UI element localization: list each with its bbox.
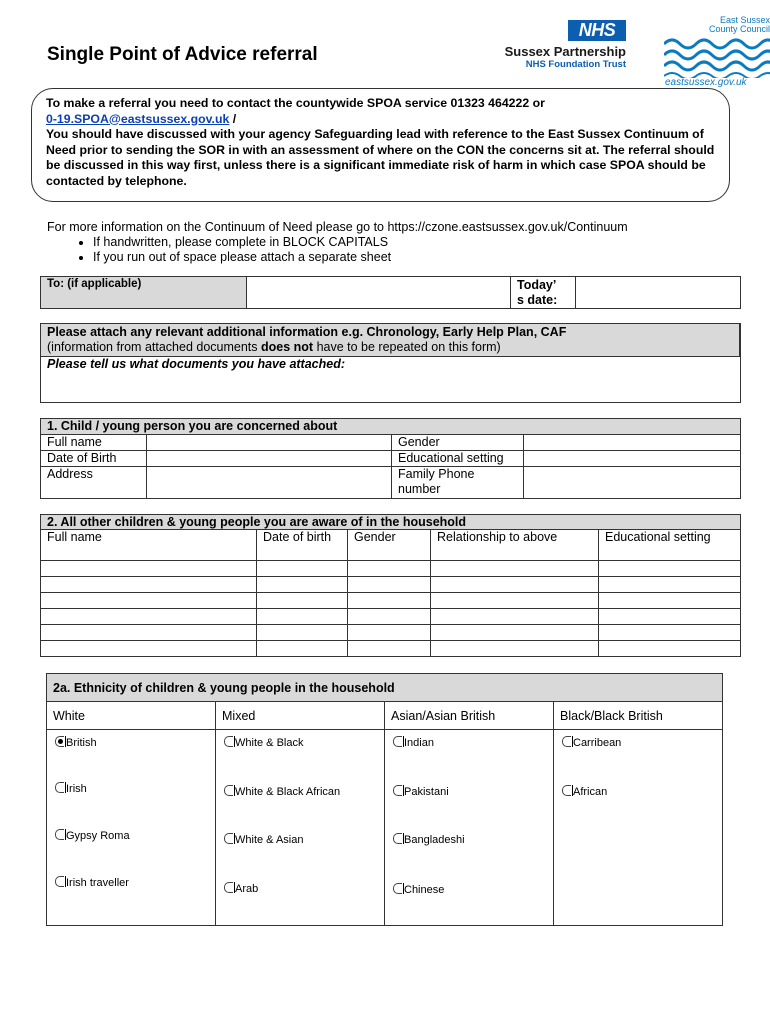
phone-input[interactable]: [524, 467, 741, 499]
cell[interactable]: [431, 577, 599, 593]
option-label: African: [573, 786, 608, 798]
section2-heading: 2. All other children & young people you are aware of in the household: [41, 515, 741, 530]
nhs-logo: NHS: [568, 20, 626, 41]
radio-option[interactable]: [224, 882, 258, 895]
option-label: White & Black: [235, 737, 304, 749]
radio-option[interactable]: [224, 833, 303, 846]
option-label: Bangladeshi: [404, 834, 465, 846]
option-label: Indian: [404, 737, 434, 749]
cell[interactable]: [348, 593, 431, 609]
table-row: [41, 561, 741, 577]
attach-sub-post: have to be repeated on this form): [313, 340, 501, 354]
esx-url: eastsussex.gov.uk: [665, 77, 747, 88]
phone-label: [392, 467, 524, 499]
radio-option[interactable]: [55, 829, 130, 842]
callout-line1: To make a referral you need to contact the countywide SPOA service 01323 464222 or: [46, 96, 545, 110]
radio-icon[interactable]: [393, 833, 402, 844]
spoa-email-link[interactable]: 0-19.SPOA@eastsussex.gov.uk: [46, 111, 230, 126]
cell[interactable]: [348, 577, 431, 593]
east-sussex-logo: [660, 16, 770, 88]
edu-input[interactable]: [524, 451, 741, 467]
radio-icon[interactable]: [224, 882, 233, 893]
cell[interactable]: [599, 625, 741, 641]
cell[interactable]: [431, 593, 599, 609]
option-label: Chinese: [404, 884, 445, 896]
cell[interactable]: [257, 625, 348, 641]
cell[interactable]: [41, 625, 257, 641]
cell[interactable]: [257, 561, 348, 577]
col-relationship: Relationship to above: [431, 530, 599, 561]
radio-icon[interactable]: [224, 785, 233, 796]
cell[interactable]: [41, 593, 257, 609]
radio-option[interactable]: [55, 782, 87, 795]
info-bullets: [47, 235, 747, 265]
radio-option[interactable]: [562, 736, 621, 749]
radio-option[interactable]: [393, 785, 449, 798]
radio-option[interactable]: [55, 876, 129, 889]
radio-icon[interactable]: [562, 785, 571, 796]
option-label: White & Black African: [235, 786, 341, 798]
radio-option[interactable]: [393, 833, 465, 846]
attach-prompt: Please tell us what documents you have attached:: [47, 357, 346, 371]
col-gender: Gender: [348, 530, 431, 561]
radio-option[interactable]: [224, 736, 303, 749]
white-options: [47, 730, 216, 926]
info-bullet: • If you run out of space please attach a separate sheet: [93, 250, 747, 265]
section2a-table: [46, 673, 723, 926]
esx-name: [709, 16, 770, 34]
section2a-heading: 2a. Ethnicity of children & young people in the household: [47, 674, 723, 702]
table-row: [41, 609, 741, 625]
cell[interactable]: [431, 561, 599, 577]
address-label: Address: [41, 467, 147, 499]
cell[interactable]: [41, 561, 257, 577]
edu-label: Educational setting: [392, 451, 524, 467]
cell[interactable]: [257, 577, 348, 593]
nhs-trust-name: [470, 44, 626, 70]
dob-label: Date of Birth: [41, 451, 147, 467]
radio-option[interactable]: [393, 736, 434, 749]
group-white: White: [47, 702, 216, 730]
group-asian: Asian/Asian British: [385, 702, 554, 730]
radio-option[interactable]: [224, 785, 340, 798]
phone-label-line2: number: [398, 482, 441, 496]
page-title: Single Point of Advice referral: [47, 44, 318, 65]
cell[interactable]: [599, 577, 741, 593]
cell[interactable]: [257, 593, 348, 609]
cell[interactable]: [431, 609, 599, 625]
radio-icon[interactable]: [562, 736, 571, 747]
cell[interactable]: [257, 609, 348, 625]
dob-input[interactable]: [147, 451, 392, 467]
col-full-name: Full name: [41, 530, 257, 561]
wave-icon: [664, 34, 770, 78]
asian-options: [385, 730, 554, 926]
radio-icon[interactable]: [393, 736, 402, 747]
radio-selected-icon[interactable]: [55, 736, 64, 747]
cell[interactable]: [41, 577, 257, 593]
table-row: [41, 593, 741, 609]
radio-icon[interactable]: [393, 883, 402, 894]
radio-icon[interactable]: [55, 829, 64, 840]
gender-label: Gender: [392, 435, 524, 451]
cell[interactable]: [348, 625, 431, 641]
option-label: White & Asian: [235, 834, 304, 846]
option-label: Irish traveller: [66, 877, 129, 889]
option-label: Arab: [235, 883, 259, 895]
option-label: Pakistani: [404, 786, 449, 798]
attach-heading: Please attach any relevant additional information e.g. Chronology, Early Help Plan, CAF: [47, 325, 567, 339]
attach-header: [41, 324, 741, 357]
to-label: To: (if applicable): [41, 277, 247, 309]
table-row: [41, 625, 741, 641]
option-label: British: [66, 737, 97, 749]
col-edu: Educational setting: [599, 530, 741, 561]
date-label: [511, 277, 576, 309]
section2-table: [40, 514, 741, 657]
section1-heading: 1. Child / young person you are concerned about: [41, 419, 741, 435]
section1-table: [40, 418, 741, 499]
address-input[interactable]: [147, 467, 392, 499]
phone-label-line1: Family Phone: [398, 467, 475, 481]
callout-text: [46, 96, 726, 190]
esx-name-line2: County Council: [708, 24, 770, 34]
radio-icon[interactable]: [393, 785, 402, 796]
info-text: For more information on the Continuum of Need please go to https://czone.eastsussex.gov.uk/Continuum: [47, 220, 628, 234]
group-black: Black/Black British: [554, 702, 723, 730]
full-name-label: Full name: [41, 435, 147, 451]
date-input[interactable]: [576, 277, 741, 309]
cell[interactable]: [431, 625, 599, 641]
callout-body: You should have discussed with your agency Safeguarding lead with reference to the East Sussex Continuum of Need prior to sending the SOR in with an assessment of where on the CON the concerns sit at. The referral should be discussed in this way first, unless there is a significant immediate risk of harm in which case SPOA should be contacted by telephone.: [46, 127, 715, 188]
radio-icon[interactable]: [224, 833, 233, 844]
cell[interactable]: [599, 609, 741, 625]
attach-sub: [47, 340, 733, 355]
date-label-line1: Today’: [517, 278, 557, 292]
attach-table: [40, 323, 741, 403]
info-block: [47, 220, 747, 265]
callout-email-line: [46, 112, 726, 128]
nhs-trust-line1: Sussex Partnership: [504, 44, 626, 59]
table-row: [41, 577, 741, 593]
gender-input[interactable]: [524, 435, 741, 451]
date-label-line2: s date:: [517, 293, 558, 307]
cell[interactable]: [599, 561, 741, 577]
col-dob: Date of birth: [257, 530, 348, 561]
mixed-options: [216, 730, 385, 926]
attach-sub-pre: (information from attached documents: [47, 340, 261, 354]
cell[interactable]: [431, 641, 599, 657]
nhs-trust-line2: NHS Foundation Trust: [525, 59, 626, 70]
cell[interactable]: [41, 641, 257, 657]
email-suffix: /: [229, 111, 237, 126]
radio-option[interactable]: [393, 883, 444, 896]
cell[interactable]: [257, 641, 348, 657]
radio-option[interactable]: [562, 785, 607, 798]
radio-icon[interactable]: [55, 876, 64, 887]
to-input[interactable]: [247, 277, 511, 309]
attach-sub-bold: does not: [261, 340, 314, 354]
radio-icon[interactable]: [55, 782, 64, 793]
radio-option[interactable]: [55, 736, 97, 749]
cell[interactable]: [348, 609, 431, 625]
option-label: Carribean: [573, 737, 622, 749]
group-mixed: Mixed: [216, 702, 385, 730]
cell[interactable]: [599, 641, 741, 657]
esx-name-line1: East Sussex: [719, 15, 770, 25]
table-row: [41, 641, 741, 657]
cell[interactable]: [348, 561, 431, 577]
cell[interactable]: [348, 641, 431, 657]
info-bullet: • If handwritten, please complete in BLOCK CAPITALS: [93, 235, 747, 250]
full-name-input[interactable]: [147, 435, 392, 451]
cell[interactable]: [599, 593, 741, 609]
black-options: [554, 730, 723, 926]
to-table: [40, 276, 741, 309]
option-label: Irish: [66, 783, 87, 795]
radio-icon[interactable]: [224, 736, 233, 747]
attach-documents-field[interactable]: [41, 357, 741, 403]
cell[interactable]: [41, 609, 257, 625]
option-label: Gypsy Roma: [66, 830, 130, 842]
